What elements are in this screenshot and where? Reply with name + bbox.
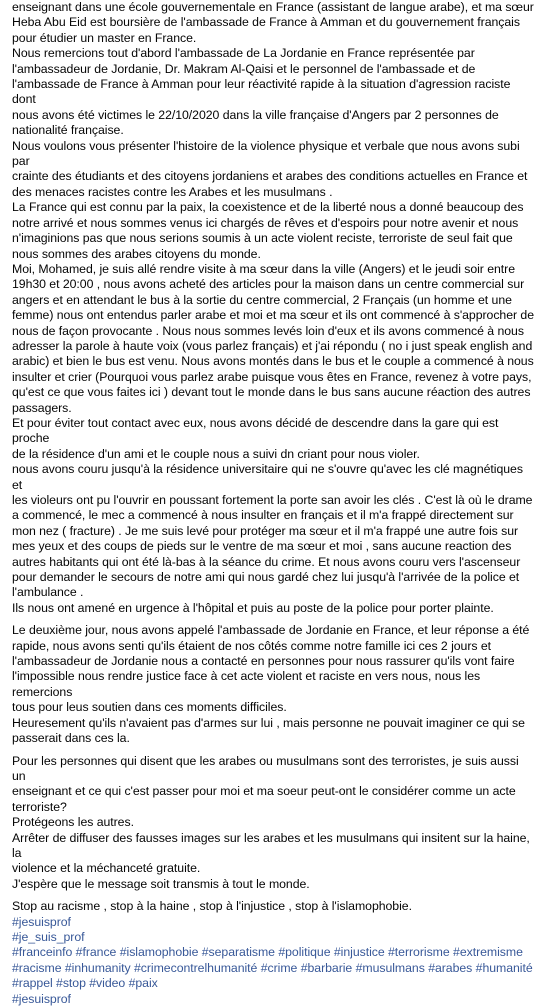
hashtag-line [12, 930, 535, 945]
hashtag-link[interactable]: #extremisme [453, 945, 523, 960]
hashtag-link[interactable]: #terrorisme [388, 945, 450, 960]
hashtag-link[interactable]: #franceinfo [12, 945, 73, 960]
post-paragraph: Stop au racisme , stop à la haine , stop à l'injustice , stop à l'islamophobie. [12, 899, 412, 914]
hashtag-link[interactable]: #humanité [475, 960, 533, 975]
hashtag-line [12, 961, 535, 976]
post-paragraph: enseignant dans une école gouvernementale en France (assistant de langue arabe), et ma sœur Heba Abu Eid est boursière de l'ambassade de France à Amman et du gouvernement français pour étudier un master en France. Nous remercions tout d'abord l'ambassade de La Jordanie en France représentée par l'ambassadeur de Jordanie, Dr. Makram Al-Qaisi et le personnel de l'ambassade et de l'ambassade de France à Amman pour leur réactivité rapide à la situation d'agression raciste dont nous avons été victimes le 22/10/2020 dans la ville française d'Angers par 2 personnes de nationalité française. Nous voulons vous présenter l'histoire de la violence physique et verbale que nous avons subi par crainte des étudiants et des citoyens jordaniens et arabes des conditions actuelles en France et des menaces racistes contre les Arabes et les musulmans . La France qui est connu par la paix, la coexistence et de la liberté nous a donné beaucoup des notre arrivé et nous sommes venus ici chargés de rêves et d'espoirs pour notre avenir et nous n'imaginions pas que nous serions soumis à un acte violent reciste, terroriste de seul fait que nous sommes des arabes citoyens du monde. Moi, Mohamed, je suis allé rendre visite à ma sœur dans la ville (Angers) et le jeudi soir entre 19h30 et 20:00 , nous avons acheté des articles pour la maison dans un centre commercial sur angers et en attendant le bus à la sortie du centre commercial, 2 Français (un homme et une femme) nous ont entendus parler arabe et moi et ma sœur et ils ont commencé à s'approcher de nous de façon provocante . Nous nous sommes levés loin d'eux et ils avons commencé à nous adresser la parole à haute voix (vous parlez français) et j'ai répondu ( no i just speak english and arabic) et bien le bus est venu. Nous avons montés dans le bus et le couple a commencé à nous insulter et crier (Pourquoi vous parlez arabe puisque vous êtes en France, revenez à votre pays, qu'est ce que vous faites ici ) devant tout le monde dans le bus sans aucune réaction des autres passagers. Et pour éviter tout contact avec eux, nous avons décidé de descendre dans la gare qui est proche de la résidence d'un ami et le couple nous a suivi dn criant pour nous violer. nous avons couru jusqu'à la résidence universitaire qui ne s'ouvre qu'avec les clé magnétiques et les violeurs ont pu l'ouvrir en poussant fortement la porte san avoir les clés . C'est là où le drame a commencé, le mec a commencé à nous insulter en français et il m'a frappé directement sur mon nez ( fracture) . Je me suis levé pour protéger ma sœur et il m'a frappé une autre fois sur mes yeux et des coups de pieds sur le ventre de ma sœur et moi , sans aucune reaction des autres habitants qui ont été là-bas à la séance du crime. Et nous avons couru vers l'ascenseur pour demander le secours de notre ami qui nous gardé chez lui jusqu'à l'arrivée de la police et l'ambulance . Ils nous ont amené en urgence à l'hôpital et puis au poste de la police pour porter plainte. [12, 0, 534, 615]
hashtag-link[interactable]: #jesuisprof [12, 991, 71, 1006]
hashtag-link[interactable]: #france [75, 945, 117, 960]
hashtag-link[interactable]: #jesuisprof [12, 914, 71, 929]
hashtag-link[interactable]: #injustice [333, 945, 385, 960]
hashtag-link[interactable]: #stop [56, 976, 86, 991]
hashtag-link[interactable]: #video [89, 976, 126, 991]
hashtag-link[interactable]: #arabes [428, 960, 473, 975]
hashtag-line [12, 915, 535, 930]
hashtag-line [12, 945, 535, 960]
hashtag-line [12, 976, 535, 991]
hashtag-link[interactable]: #inhumanity [64, 960, 131, 975]
hashtag-link[interactable]: #crimecontrelhumanité [134, 960, 258, 975]
paragraph-gap [12, 747, 535, 754]
hashtag-link[interactable]: #separatisme [201, 945, 275, 960]
paragraph-gap [12, 616, 535, 623]
hashtag-link[interactable]: #rappel [12, 976, 53, 991]
hashtag-link[interactable]: #je_suis_prof [12, 929, 85, 944]
hashtag-link[interactable]: #paix [128, 976, 158, 991]
post-paragraph: Pour les personnes qui disent que les arabes ou musulmans sont des terroristes, je suis aussi un enseignant et ce qui c'est passer pour moi et ma soeur peut-ont le considérer comme un acte terroriste? Protégeons les autres. Arrêter de diffuser des fausses images sur les arabes et les musulmans qui insitent sur la haine, la violence et la méchanceté gratuite. J'espère que le message soit transmis à tout le monde. [12, 753, 530, 891]
hashtag-link[interactable]: #crime [260, 960, 298, 975]
hashtag-link[interactable]: #politique [278, 945, 331, 960]
post-paragraph: Le deuxième jour, nous avons appelé l'ambassade de Jordanie en France, et leur réponse a été rapide, nous avons senti qu'ils étaient de nos côtés comme notre famille ici ces 2 jours et l'ambassadeur de Jordanie nous a contacté en personnes pour nous rassurer qu'ils vont faire l'impossible nous rendre justice face à cet acte violent et raciste en vers nous, nous les remercions tous pour leus soutien dans ces moments difficiles. Heuresement qu'ils n'avaient pas d'armes sur lui , mais personne ne pouvait imaginer ce qui se passerait dans ces la. [12, 623, 530, 746]
hashtag-link[interactable]: #islamophobie [119, 945, 199, 960]
hashtag-line [12, 992, 535, 1007]
paragraph-gap [12, 892, 535, 899]
hashtag-block [12, 915, 535, 1007]
hashtag-link[interactable]: #barbarie [300, 960, 353, 975]
hashtag-link[interactable]: #racisme [12, 960, 62, 975]
hashtag-link[interactable]: #musulmans [355, 960, 425, 975]
